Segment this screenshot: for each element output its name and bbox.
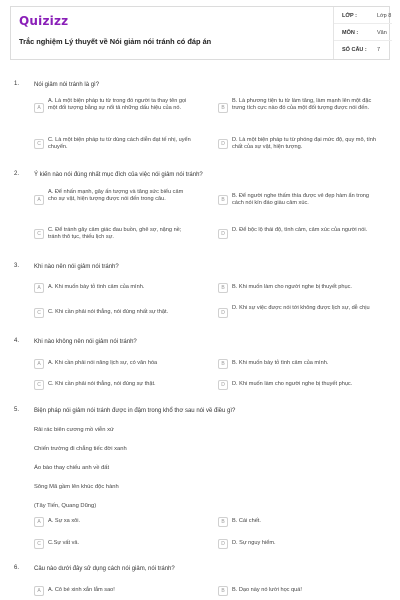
quizizz-logo: Quizizz	[19, 14, 69, 28]
meta-row-subject	[334, 24, 392, 41]
option-letter-badge: B	[218, 103, 228, 113]
option-text: A. Là một biện pháp tu từ trong đó người ta thay tên gọi một đối tượng bằng sự nổi tả những dấu hiệu của nó.	[48, 98, 187, 112]
option-text: B. Dạo này nó lười học quá!	[232, 587, 302, 593]
option-letter-badge: C	[34, 380, 44, 390]
option-letter-badge: D	[218, 380, 228, 390]
poem-line: Áo bào thay chiếu anh về đất	[34, 465, 110, 471]
meta-row-grade	[334, 7, 392, 24]
option-text: D. Để bộc lộ thái độ, tình cảm, cảm xúc của người nói.	[232, 227, 368, 233]
worksheet-title: Trắc nghiệm Lý thuyết về Nói giảm nói tránh có đáp án	[19, 37, 212, 46]
option-letter-badge: D	[218, 539, 228, 549]
option-text: D. Sự nguy hiểm.	[232, 540, 276, 546]
option-letter-badge: A	[34, 283, 44, 293]
question-text: Khi nào nên nói giảm nói tránh?	[34, 264, 119, 270]
option-text: B. Để người nghe thấm thía được vẻ đẹp hàm ẩn trong cách nói kín đáo giàu cảm xúc.	[232, 193, 370, 207]
meta-value: Lớp 8	[377, 13, 392, 19]
option-text: C.Sự vất vả.	[48, 540, 80, 546]
option-letter-badge: D	[218, 308, 228, 318]
option-text: C. Là một biện pháp tu từ dùng cách diễn đạt tế nhị, uyển chuyển.	[48, 137, 191, 151]
meta-value: 7	[377, 47, 381, 53]
option-text: B. Cái chết.	[232, 518, 261, 524]
option-text: B. Là phương tiện tu từ làm tăng, làm mạnh lên một đặc trưng tích cực nào đó của một đối tượng được nói đến.	[232, 98, 372, 112]
option-letter-badge: B	[218, 195, 228, 205]
option-text: A. Sự xa xôi.	[48, 518, 81, 524]
option-text: D. Là một biện pháp tu từ phóng đại mức độ, quy mô, tính chất của sự vật, hiện tượng.	[232, 137, 376, 151]
option-text: A. Khi muốn bày tỏ tình cảm của mình.	[48, 284, 145, 290]
option-text: C. Khi cần phải nói thẳng, nói đúng nhất sự thật.	[48, 309, 169, 315]
option-letter-badge: C	[34, 229, 44, 239]
option-text: B. Khi muốn làm cho người nghe bị thuyết phục.	[232, 284, 352, 290]
option-letter-badge: A	[34, 195, 44, 205]
meta-row-count	[334, 41, 392, 58]
option-letter-badge: A	[34, 359, 44, 369]
meta-table	[333, 7, 391, 59]
question-text: Biện pháp nói giảm nói tránh được in đậm trong khổ thơ sau nói về điều gì?	[34, 408, 236, 414]
meta-label: SỐ CÂU :	[342, 47, 367, 53]
poem-line: Chiến trường đi chẳng tiếc đời xanh	[34, 446, 127, 452]
question-number: 1.	[14, 81, 20, 87]
poem-citation: (Tây Tiến, Quang Dũng)	[34, 503, 97, 509]
option-letter-badge: B	[218, 517, 228, 527]
option-text: A. Khi cần phải nói năng lịch sự, có văn hóa	[48, 360, 158, 366]
poem-line: Sông Mã gầm lên khúc độc hành	[34, 484, 119, 490]
poem-line: Rải rác biên cương mồ viễn xứ	[34, 427, 114, 433]
question-text: Câu nào dưới đây sử dụng cách nói giảm, nói tránh?	[34, 566, 175, 572]
question-number: 6.	[14, 565, 20, 571]
meta-label: LỚP :	[342, 13, 357, 19]
option-letter-badge: A	[34, 586, 44, 596]
option-text: D. Khi muốn làm cho người nghe bị thuyết phục.	[232, 381, 353, 387]
option-letter-badge: D	[218, 229, 228, 239]
option-text: D. Khi sự việc được nói tới không được lịch sự, dễ chịu	[232, 305, 370, 311]
option-letter-badge: A	[34, 517, 44, 527]
option-text: B. Khi muốn bày tỏ tình cảm của mình.	[232, 360, 329, 366]
option-letter-badge: D	[218, 139, 228, 149]
option-letter-badge: C	[34, 308, 44, 318]
option-letter-badge: B	[218, 359, 228, 369]
question-number: 4.	[14, 338, 20, 344]
option-text: A. Để nhấn mạnh, gây ấn tượng và tăng sức biểu cảm cho sự vật, hiện tượng được nói đến trong câu.	[48, 189, 184, 203]
question-number: 5.	[14, 407, 20, 413]
option-text: C. Khi cần phải nói thẳng, nói đúng sự thật.	[48, 381, 156, 387]
question-text: Ý kiến nào nói đúng nhất mục đích của việc nói giảm nói tránh?	[34, 172, 203, 178]
worksheet-header	[10, 6, 390, 60]
question-number: 3.	[14, 263, 20, 269]
option-letter-badge: B	[218, 283, 228, 293]
meta-label: MÔN :	[342, 30, 359, 36]
option-letter-badge: B	[218, 586, 228, 596]
option-letter-badge: A	[34, 103, 44, 113]
option-letter-badge: C	[34, 139, 44, 149]
question-text: Nói giảm nói tránh là gì?	[34, 82, 100, 88]
option-text: A. Cô bé xinh xắn lắm sao!	[48, 587, 115, 593]
option-text: C. Để tránh gây cảm giác đau buồn, ghê sợ, nặng nề; tránh thô tục, thiếu lịch sự.	[48, 227, 182, 241]
option-letter-badge: C	[34, 539, 44, 549]
question-text: Khi nào không nên nói giảm nói tránh?	[34, 339, 137, 345]
question-number: 2.	[14, 171, 20, 177]
meta-value: Văn	[377, 30, 387, 36]
